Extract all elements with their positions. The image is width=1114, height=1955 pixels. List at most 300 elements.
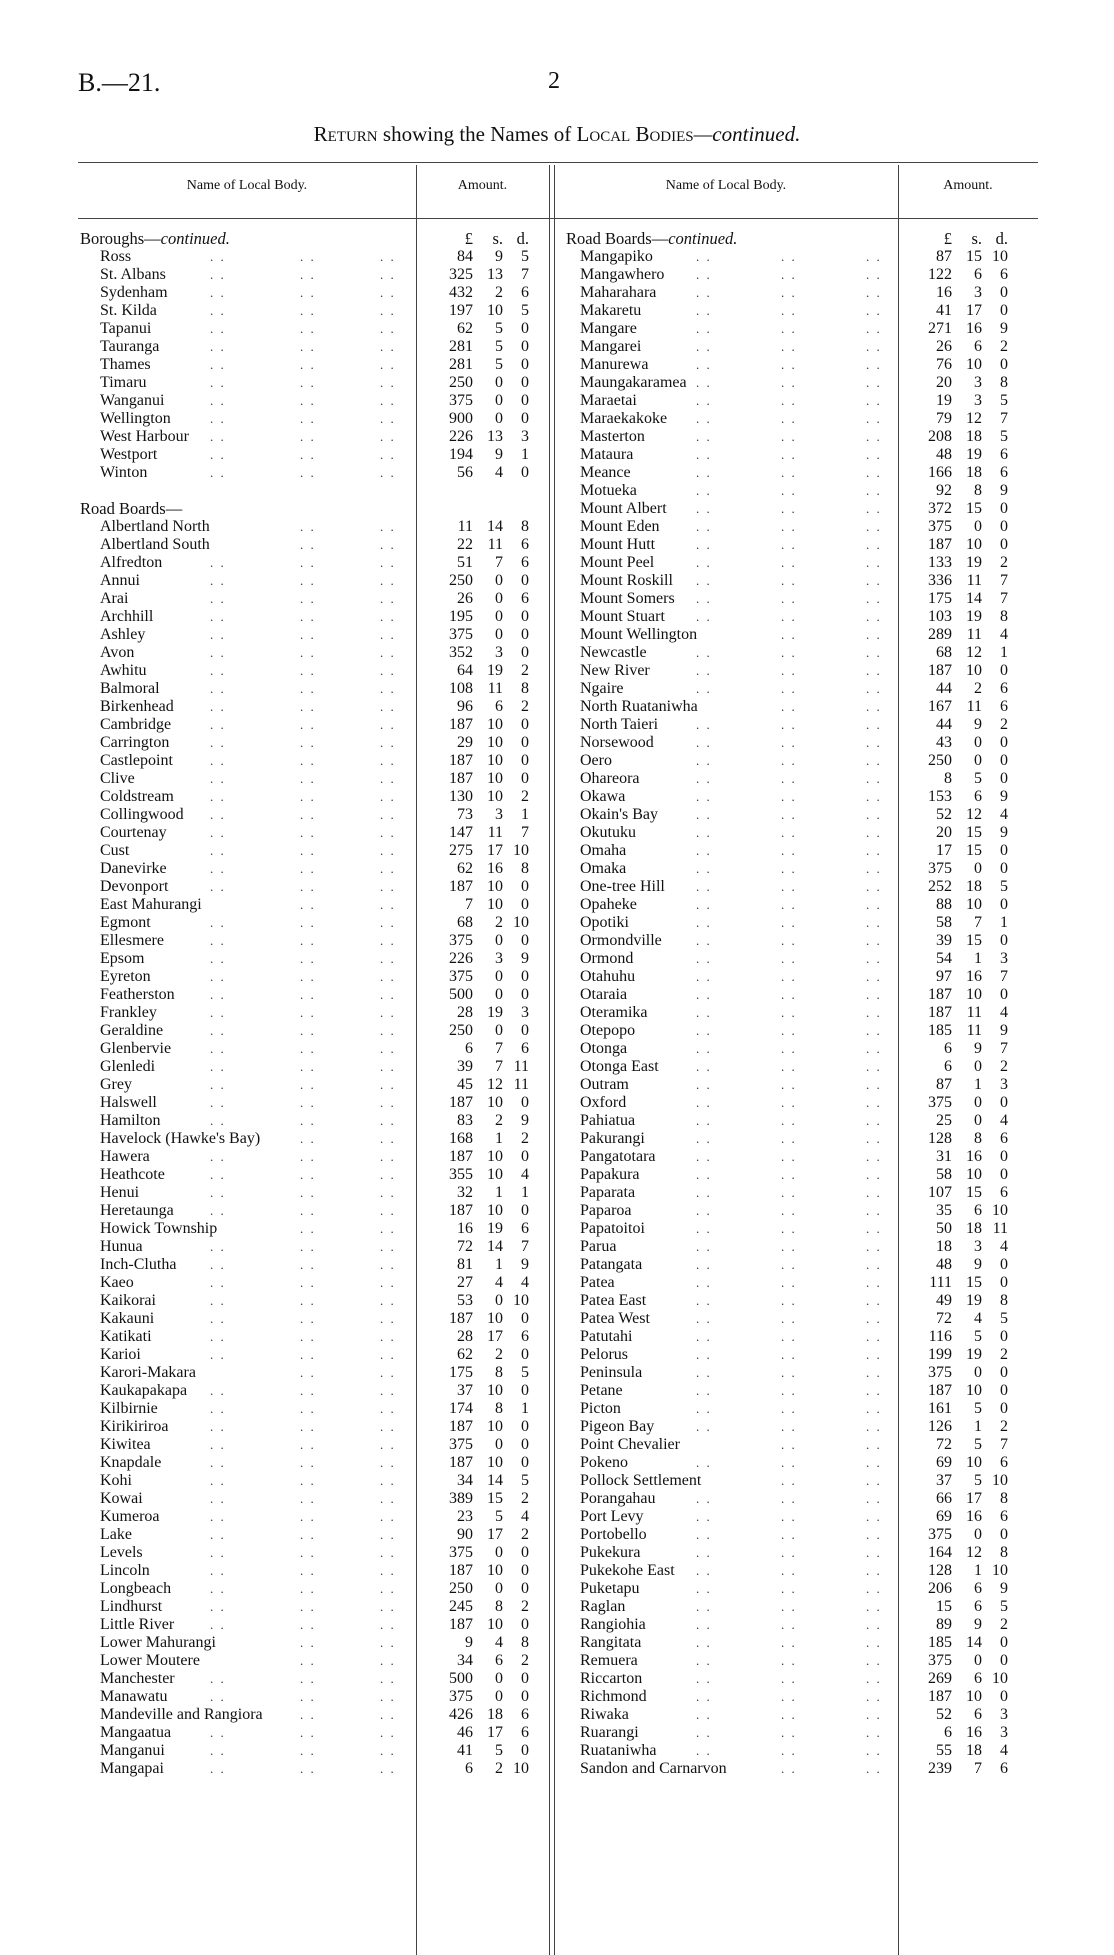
amount-pounds: 185 xyxy=(928,1634,952,1651)
leader-dot: . . xyxy=(696,1545,712,1560)
leader-dot: . . xyxy=(300,897,316,912)
amount-pence: 4 xyxy=(1000,806,1008,823)
leader-dot: . . xyxy=(781,1581,797,1596)
leader-dot: . . xyxy=(380,321,396,336)
leader-dot: . . xyxy=(696,1185,712,1200)
body-name: Newcastle xyxy=(580,644,647,661)
body-name: Hawera xyxy=(100,1148,150,1165)
leader-dot: . . xyxy=(210,609,226,624)
amount-shillings: 8 xyxy=(495,1364,503,1381)
leader-dot: . . xyxy=(781,1689,797,1704)
shillings-unit: s. xyxy=(971,229,982,248)
amount-pounds: 128 xyxy=(928,1562,952,1579)
amount-shillings: 10 xyxy=(487,1094,503,1111)
leader-dot: . . xyxy=(380,1113,396,1128)
table-row xyxy=(566,1400,1114,1418)
leader-dot: . . xyxy=(380,1743,396,1758)
amount-pence: 0 xyxy=(521,626,529,643)
amount-shillings: 9 xyxy=(974,716,982,733)
leader-dot: . . xyxy=(210,285,226,300)
leader-dot: . . xyxy=(300,1761,316,1776)
amount-pounds: 199 xyxy=(928,1346,952,1363)
amount-pounds: 72 xyxy=(457,1238,473,1255)
leader-dot: . . xyxy=(696,735,712,750)
body-name: Makaretu xyxy=(580,302,642,319)
leader-dot: . . xyxy=(866,285,882,300)
amount-shillings: 6 xyxy=(495,1652,503,1669)
leader-dot: . . xyxy=(380,1023,396,1038)
amount-pence: 5 xyxy=(1000,392,1008,409)
leader-dot: . . xyxy=(781,735,797,750)
leader-dot: . . xyxy=(380,1239,396,1254)
table-row xyxy=(80,410,640,428)
leader-dot: . . xyxy=(300,1167,316,1182)
table-row xyxy=(80,374,640,392)
leader-dot: . . xyxy=(866,1437,882,1452)
amount-shillings: 5 xyxy=(495,1508,503,1525)
table-row xyxy=(566,1220,1114,1238)
amount-pence: 0 xyxy=(521,1562,529,1579)
body-name: Sandon and Carnarvon xyxy=(580,1760,727,1777)
title-prefix: Return xyxy=(313,122,378,146)
leader-dot: . . xyxy=(866,357,882,372)
title-suffix: —continued. xyxy=(693,122,801,146)
leader-dot: . . xyxy=(210,411,226,426)
amount-pence: 7 xyxy=(1000,410,1008,427)
table-row xyxy=(566,1238,1114,1256)
leader-dot: . . xyxy=(210,1617,226,1632)
leader-dot: . . xyxy=(781,717,797,732)
body-name: St. Kilda xyxy=(100,302,157,319)
body-name: Ruarangi xyxy=(580,1724,639,1741)
leader-dot: . . xyxy=(696,825,712,840)
amount-pounds: 500 xyxy=(449,1670,473,1687)
amount-pounds: 69 xyxy=(936,1454,952,1471)
amount-shillings: 14 xyxy=(487,1238,503,1255)
leader-dot: . . xyxy=(866,1149,882,1164)
table-row xyxy=(566,1364,1114,1382)
table-row xyxy=(566,1454,1114,1472)
body-name: Clive xyxy=(100,770,135,787)
amount-shillings: 0 xyxy=(974,1094,982,1111)
amount-pounds: 250 xyxy=(449,374,473,391)
body-name: Pahiatua xyxy=(580,1112,636,1129)
amount-pounds: 51 xyxy=(457,554,473,571)
leader-dot: . . xyxy=(380,1041,396,1056)
leader-dot: . . xyxy=(300,375,316,390)
amount-pounds: 8 xyxy=(944,770,952,787)
leader-dot: . . xyxy=(210,735,226,750)
amount-pence: 0 xyxy=(521,1454,529,1471)
amount-shillings: 0 xyxy=(495,1022,503,1039)
leader-dot: . . xyxy=(866,699,882,714)
body-name: Lake xyxy=(100,1526,132,1543)
leader-dot: . . xyxy=(210,1095,226,1110)
table-row xyxy=(566,518,1114,536)
leader-dot: . . xyxy=(696,1419,712,1434)
leader-dot: . . xyxy=(696,1671,712,1686)
amount-pence: 0 xyxy=(521,1310,529,1327)
leader-dot: . . xyxy=(210,1743,226,1758)
leader-dot: . . xyxy=(380,1689,396,1704)
leader-dot: . . xyxy=(210,357,226,372)
table-row xyxy=(566,608,1114,626)
leader-dot: . . xyxy=(696,789,712,804)
amount-shillings: 3 xyxy=(974,1238,982,1255)
amount-pence: 9 xyxy=(521,1112,529,1129)
amount-pence: 10 xyxy=(992,1562,1008,1579)
amount-shillings: 5 xyxy=(495,1742,503,1759)
left-amount-header: Amount. xyxy=(457,178,508,193)
body-name: Wellington xyxy=(100,410,171,427)
amount-pounds: 7 xyxy=(465,896,473,913)
amount-shillings: 3 xyxy=(974,284,982,301)
body-name: Motueka xyxy=(580,482,637,499)
body-name: Karori-Makara xyxy=(100,1364,196,1381)
amount-pence: 6 xyxy=(1000,464,1008,481)
amount-shillings: 1 xyxy=(974,1418,982,1435)
amount-pence: 0 xyxy=(521,1382,529,1399)
leader-dot: . . xyxy=(696,951,712,966)
leader-dot: . . xyxy=(210,267,226,282)
amount-pence: 3 xyxy=(1000,1706,1008,1723)
amount-pence: 10 xyxy=(992,248,1008,265)
table-row xyxy=(80,1742,640,1760)
amount-pence: 7 xyxy=(1000,572,1008,589)
table-row xyxy=(80,1076,640,1094)
body-name: Remuera xyxy=(580,1652,638,1669)
amount-pounds: 28 xyxy=(457,1004,473,1021)
body-name: Castlepoint xyxy=(100,752,173,769)
leader-dot: . . xyxy=(781,699,797,714)
amount-pounds: 375 xyxy=(928,1364,952,1381)
body-name: Norsewood xyxy=(580,734,654,751)
leader-dot: . . xyxy=(300,933,316,948)
body-name: Porangahau xyxy=(580,1490,656,1507)
leader-dot: . . xyxy=(781,1347,797,1362)
amount-pence: 10 xyxy=(513,842,529,859)
table-row xyxy=(566,1742,1114,1760)
leader-dot: . . xyxy=(210,987,226,1002)
leader-dot: . . xyxy=(696,1221,712,1236)
leader-dot: . . xyxy=(210,951,226,966)
body-name: Opaheke xyxy=(580,896,637,913)
amount-pence: 6 xyxy=(1000,1508,1008,1525)
leader-dot: . . xyxy=(866,537,882,552)
leader-dot: . . xyxy=(210,321,226,336)
amount-shillings: 10 xyxy=(966,986,982,1003)
amount-pence: 7 xyxy=(1000,1040,1008,1057)
leader-dot: . . xyxy=(781,1761,797,1776)
leader-dot: . . xyxy=(210,1185,226,1200)
amount-shillings: 10 xyxy=(487,788,503,805)
amount-pence: 0 xyxy=(521,1148,529,1165)
body-name: Arai xyxy=(100,590,129,607)
table-row xyxy=(566,824,1114,842)
amount-pounds: 375 xyxy=(449,392,473,409)
leader-dot: . . xyxy=(380,933,396,948)
amount-shillings: 19 xyxy=(487,1004,503,1021)
amount-pence: 7 xyxy=(1000,968,1008,985)
amount-pence: 8 xyxy=(521,518,529,535)
leader-dot: . . xyxy=(380,591,396,606)
body-name: Mount Hutt xyxy=(580,536,656,553)
amount-pounds: 375 xyxy=(449,1436,473,1453)
leader-dot: . . xyxy=(300,1347,316,1362)
table-row xyxy=(80,1256,643,1274)
body-name: Danevirke xyxy=(100,860,167,877)
amount-pence: 0 xyxy=(521,464,529,481)
amount-pounds: 372 xyxy=(928,500,952,517)
amount-pence: 2 xyxy=(521,1130,529,1147)
table-row xyxy=(566,1652,1114,1670)
leader-dot: . . xyxy=(781,1599,797,1614)
left-name-header: Name of Local Body. xyxy=(186,178,308,193)
amount-shillings: 10 xyxy=(487,302,503,319)
amount-shillings: 11 xyxy=(966,626,982,643)
leader-dot: . . xyxy=(866,645,882,660)
table-row xyxy=(80,734,640,752)
leader-dot: . . xyxy=(380,1095,396,1110)
leader-dot: . . xyxy=(300,843,316,858)
amount-pounds: 375 xyxy=(449,626,473,643)
amount-pounds: 187 xyxy=(928,1688,952,1705)
amount-pounds: 34 xyxy=(457,1652,473,1669)
table-row xyxy=(80,914,640,932)
leader-dot: . . xyxy=(781,645,797,660)
body-name: Mandeville and Rangiora xyxy=(100,1706,263,1723)
amount-pounds: 22 xyxy=(457,536,473,553)
body-name: Maraekakoke xyxy=(580,410,668,427)
amount-pounds: 375 xyxy=(928,1526,952,1543)
table-row xyxy=(566,1526,1114,1544)
leader-dot: . . xyxy=(866,1401,882,1416)
amount-pounds: 32 xyxy=(457,1184,473,1201)
table-row xyxy=(566,968,1114,986)
amount-pence: 2 xyxy=(1000,716,1008,733)
leader-dot: . . xyxy=(210,825,226,840)
amount-pounds: 20 xyxy=(936,824,952,841)
leader-dot: . . xyxy=(300,861,316,876)
body-name: Awhitu xyxy=(100,662,147,679)
leader-dot: . . xyxy=(380,717,396,732)
leader-dot: . . xyxy=(380,1077,396,1092)
amount-shillings: 0 xyxy=(495,1436,503,1453)
amount-pounds: 20 xyxy=(936,374,952,391)
leader-dot: . . xyxy=(300,1455,316,1470)
leader-dot: . . xyxy=(210,645,226,660)
leader-dot: . . xyxy=(866,789,882,804)
body-name: Maraetai xyxy=(580,392,637,409)
body-name: Cust xyxy=(100,842,130,859)
amount-pounds: 174 xyxy=(449,1400,473,1417)
pence-unit: d. xyxy=(995,229,1008,248)
amount-pence: 8 xyxy=(1000,1490,1008,1507)
leader-dot: . . xyxy=(866,663,882,678)
leader-dot: . . xyxy=(380,1167,396,1182)
body-name: Patea xyxy=(580,1274,615,1291)
leader-dot: . . xyxy=(300,789,316,804)
leader-dot: . . xyxy=(380,411,396,426)
amount-pence: 0 xyxy=(521,608,529,625)
amount-pence: 0 xyxy=(1000,1526,1008,1543)
leader-dot: . . xyxy=(380,1473,396,1488)
leader-dot: . . xyxy=(380,1671,396,1686)
leader-dot: . . xyxy=(866,1041,882,1056)
amount-pounds: 92 xyxy=(936,482,952,499)
amount-pounds: 83 xyxy=(457,1112,473,1129)
leader-dot: . . xyxy=(696,861,712,876)
body-name: Otonga East xyxy=(580,1058,659,1075)
amount-pounds: 45 xyxy=(457,1076,473,1093)
amount-shillings: 0 xyxy=(495,572,503,589)
leader-dot: . . xyxy=(866,969,882,984)
leader-dot: . . xyxy=(380,1005,396,1020)
pence-unit: d. xyxy=(516,229,529,248)
amount-pounds: 23 xyxy=(457,1508,473,1525)
table-row xyxy=(80,1724,640,1742)
leader-dot: . . xyxy=(380,357,396,372)
leader-dot: . . xyxy=(866,1095,882,1110)
amount-shillings: 13 xyxy=(487,428,503,445)
body-name: Mount Roskill xyxy=(580,572,673,589)
table-row xyxy=(566,1058,1114,1076)
leader-dot: . . xyxy=(380,1635,396,1650)
leader-dot: . . xyxy=(866,1365,882,1380)
amount-shillings: 17 xyxy=(487,842,503,859)
amount-shillings: 16 xyxy=(966,1724,982,1741)
amount-pence: 0 xyxy=(521,878,529,895)
table-row xyxy=(80,1022,640,1040)
leader-dot: . . xyxy=(380,447,396,462)
table-row xyxy=(566,1562,1114,1580)
amount-pence: 5 xyxy=(1000,878,1008,895)
leader-dot: . . xyxy=(380,753,396,768)
body-name: Opotiki xyxy=(580,914,629,931)
amount-shillings: 17 xyxy=(487,1328,503,1345)
leader-dot: . . xyxy=(210,1383,226,1398)
leader-dot: . . xyxy=(300,537,316,552)
leader-dot: . . xyxy=(781,483,797,498)
leader-dot: . . xyxy=(210,249,226,264)
leader-dot: . . xyxy=(781,501,797,516)
leader-dot: . . xyxy=(866,753,882,768)
leader-dot: . . xyxy=(781,771,797,786)
body-name: Patutahi xyxy=(580,1328,633,1345)
leader-dot: . . xyxy=(380,339,396,354)
amount-pence: 0 xyxy=(1000,1094,1008,1111)
leader-dot: . . xyxy=(781,573,797,588)
body-name: Meance xyxy=(580,464,631,481)
leader-dot: . . xyxy=(781,339,797,354)
leader-dot: . . xyxy=(781,1311,797,1326)
amount-pence: 9 xyxy=(1000,1022,1008,1039)
amount-pence: 3 xyxy=(1000,1724,1008,1741)
amount-pounds: 49 xyxy=(936,1292,952,1309)
table-row xyxy=(566,284,1114,302)
amount-pence: 2 xyxy=(521,662,529,679)
amount-pounds: 271 xyxy=(928,320,952,337)
amount-pence: 10 xyxy=(992,1472,1008,1489)
amount-shillings: 10 xyxy=(487,1202,503,1219)
amount-pence: 9 xyxy=(521,1256,529,1273)
page-title xyxy=(0,122,1114,147)
amount-shillings: 16 xyxy=(966,1148,982,1165)
leader-dot: . . xyxy=(300,1491,316,1506)
amount-pounds: 375 xyxy=(928,860,952,877)
table-row xyxy=(566,1616,1114,1634)
amount-pence: 8 xyxy=(1000,374,1008,391)
leader-dot: . . xyxy=(696,573,712,588)
amount-shillings: 0 xyxy=(495,410,503,427)
leader-dot: . . xyxy=(380,1491,396,1506)
amount-shillings: 0 xyxy=(495,986,503,1003)
amount-pence: 2 xyxy=(1000,1346,1008,1363)
leader-dot: . . xyxy=(866,771,882,786)
amount-pounds: 43 xyxy=(936,734,952,751)
leader-dot: . . xyxy=(380,1311,396,1326)
leader-dot: . . xyxy=(781,1743,797,1758)
amount-pence: 2 xyxy=(521,1652,529,1669)
amount-pence: 2 xyxy=(1000,1058,1008,1075)
leader-dot: . . xyxy=(300,951,316,966)
amount-shillings: 16 xyxy=(966,968,982,985)
amount-pence: 8 xyxy=(521,1634,529,1651)
amount-shillings: 17 xyxy=(487,1724,503,1741)
amount-pounds: 89 xyxy=(936,1616,952,1633)
leader-dot: . . xyxy=(781,1491,797,1506)
amount-pounds: 281 xyxy=(449,338,473,355)
table-row xyxy=(566,896,1114,914)
leader-dot: . . xyxy=(300,1617,316,1632)
amount-pence: 7 xyxy=(521,824,529,841)
body-name: Coldstream xyxy=(100,788,174,805)
amount-pounds: 147 xyxy=(449,824,473,841)
amount-shillings: 4 xyxy=(974,1310,982,1327)
amount-pounds: 122 xyxy=(928,266,952,283)
leader-dot: . . xyxy=(300,393,316,408)
amount-pounds: 175 xyxy=(928,590,952,607)
amount-pounds: 187 xyxy=(449,1094,473,1111)
table-row xyxy=(80,716,640,734)
amount-shillings: 10 xyxy=(966,896,982,913)
leader-dot: . . xyxy=(300,1275,316,1290)
amount-shillings: 10 xyxy=(487,752,503,769)
amount-pounds: 16 xyxy=(936,284,952,301)
body-name: Mangapai xyxy=(100,1760,164,1777)
table-row xyxy=(80,968,640,986)
table-row xyxy=(80,464,640,482)
amount-shillings: 5 xyxy=(495,338,503,355)
body-name: Albertland South xyxy=(100,536,210,553)
amount-pence: 1 xyxy=(521,446,529,463)
table-row xyxy=(566,536,1114,554)
amount-pounds: 375 xyxy=(449,968,473,985)
leader-dot: . . xyxy=(866,1545,882,1560)
leader-dot: . . xyxy=(866,1167,882,1182)
leader-dot: . . xyxy=(380,249,396,264)
table-row xyxy=(566,248,1114,266)
amount-shillings: 0 xyxy=(495,1688,503,1705)
amount-pounds: 88 xyxy=(936,896,952,913)
amount-pounds: 41 xyxy=(936,302,952,319)
table-row xyxy=(80,446,640,464)
leader-dot: . . xyxy=(210,627,226,642)
body-name: Okawa xyxy=(580,788,626,805)
amount-shillings: 11 xyxy=(487,536,503,553)
amount-pounds: 375 xyxy=(928,1094,952,1111)
leader-dot: . . xyxy=(300,1437,316,1452)
